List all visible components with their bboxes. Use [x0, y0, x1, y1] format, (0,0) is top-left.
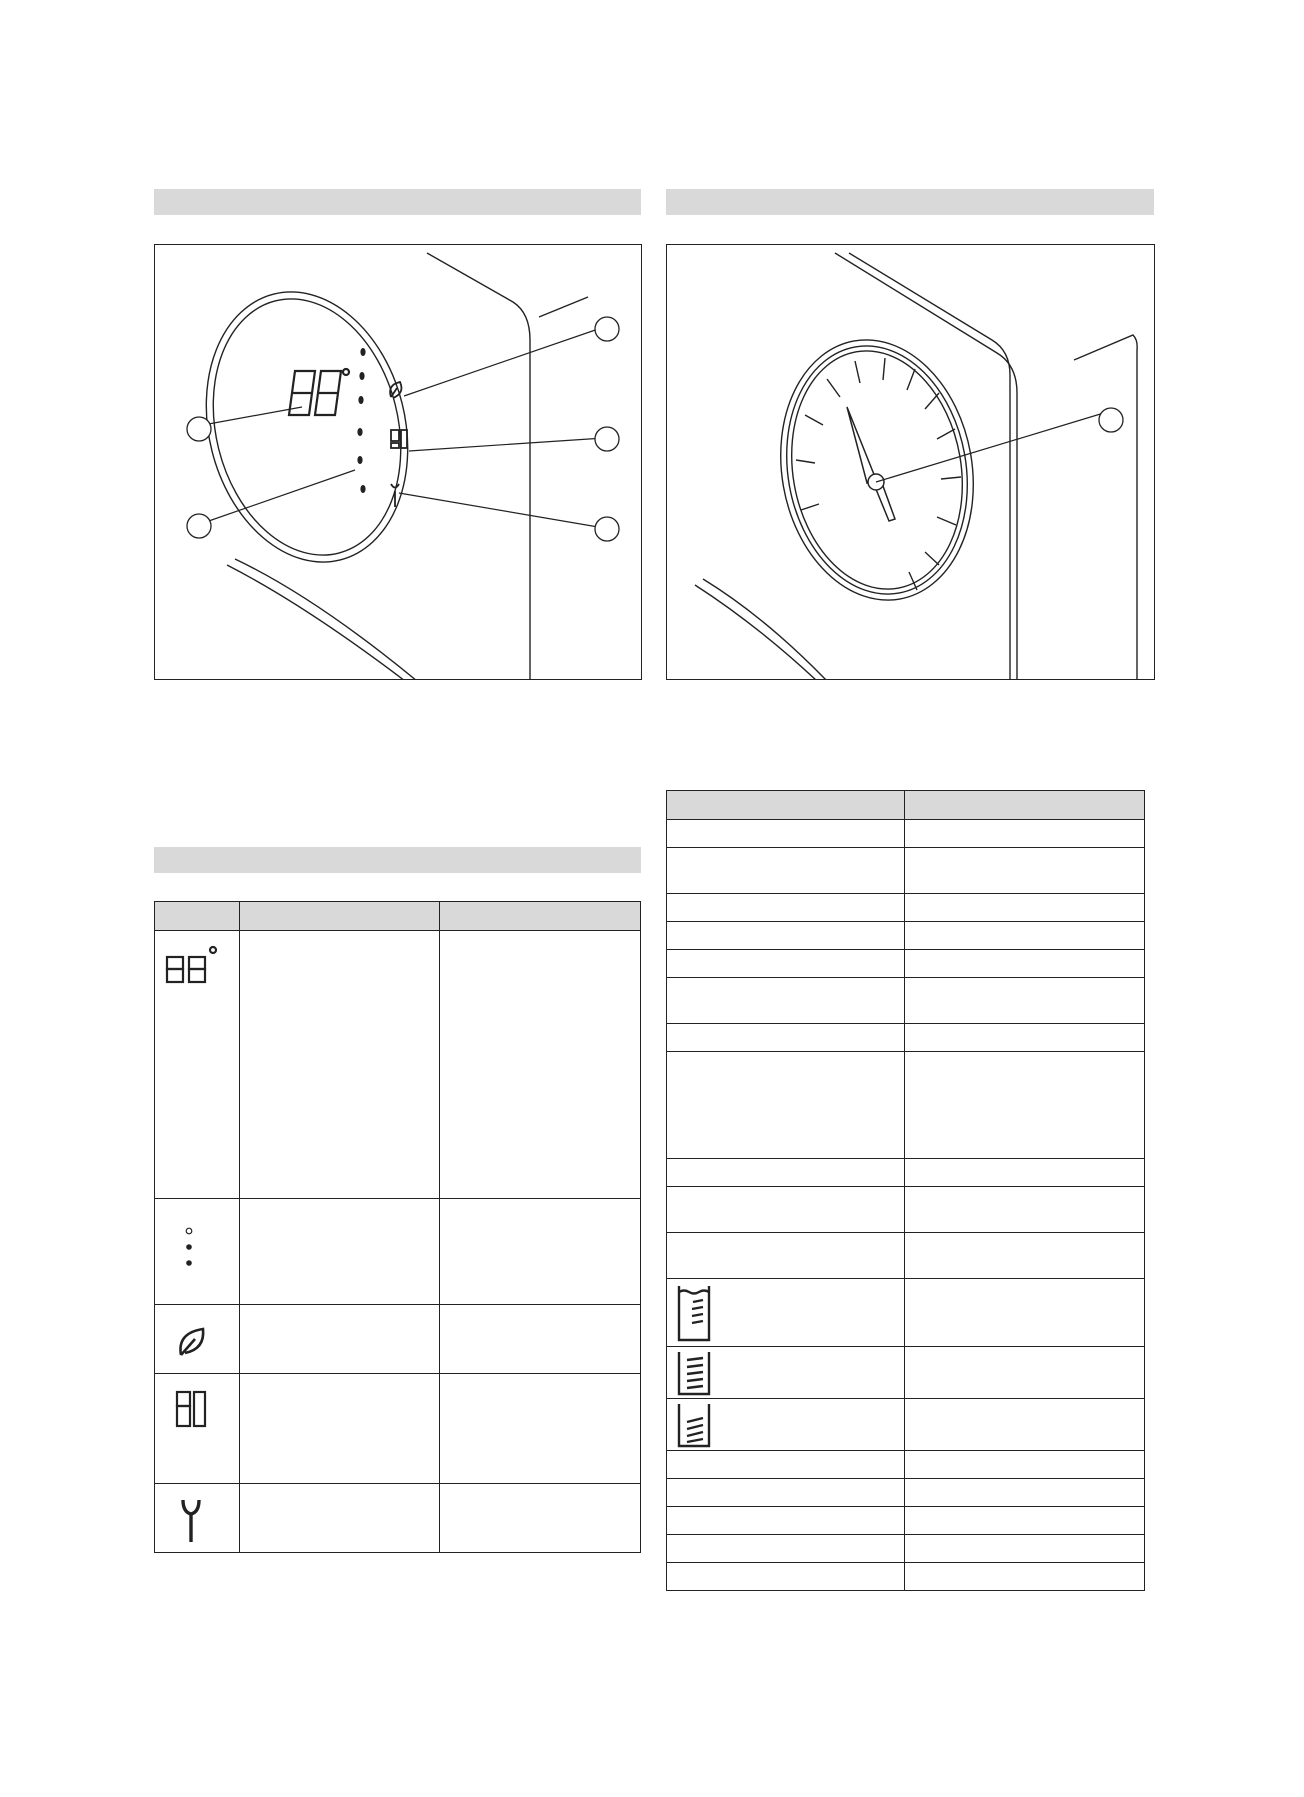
table-cell: [667, 1479, 905, 1507]
table-row: [667, 1563, 1145, 1591]
icon-cell: [667, 1399, 905, 1451]
table-cell: [905, 1052, 1145, 1159]
table-row: [667, 1052, 1145, 1159]
left-section-bar: [154, 189, 641, 215]
table-row: [667, 1399, 1145, 1451]
table-cell: [905, 1187, 1145, 1233]
symbol-cell: [155, 1374, 240, 1484]
description-cell: [240, 1374, 440, 1484]
table-cell: [667, 1233, 905, 1279]
wrench-icon: [155, 1484, 239, 1550]
table-row: [155, 1484, 641, 1553]
table-cell: [667, 820, 905, 848]
description-cell: [440, 1305, 641, 1374]
window-panel-icon: [155, 1374, 239, 1434]
table-cell: [905, 1347, 1145, 1399]
table-row: [667, 1347, 1145, 1399]
table-cell: [905, 1024, 1145, 1052]
lower-left-section-bar: [154, 847, 641, 873]
callout-circle: [187, 514, 211, 538]
table-cell: [905, 1233, 1145, 1279]
symbol-table: [154, 901, 641, 1553]
table-row: [155, 931, 641, 1199]
symbol-cell: [155, 1305, 240, 1374]
table-row: [155, 1199, 641, 1305]
table-row: [667, 848, 1145, 894]
control-panel-drawing: [155, 245, 642, 680]
description-cell: [240, 931, 440, 1199]
table-row: [155, 1374, 641, 1484]
table-cell: [667, 848, 905, 894]
table-cell: [905, 1159, 1145, 1187]
table-cell: [905, 1479, 1145, 1507]
table-row: [667, 978, 1145, 1024]
right-section-bar: [666, 189, 1154, 215]
tank-full-wave-icon: [667, 1280, 727, 1346]
table-cell: [905, 1399, 1145, 1451]
description-cell: [440, 1484, 641, 1553]
table-cell: [667, 922, 905, 950]
table-row: [667, 1479, 1145, 1507]
table-row: [667, 1507, 1145, 1535]
description-cell: [240, 1484, 440, 1553]
table-cell: [667, 1052, 905, 1159]
symbol-cell: [155, 931, 240, 1199]
table-cell: [905, 848, 1145, 894]
table-row: [667, 1535, 1145, 1563]
description-cell: [240, 1305, 440, 1374]
table-cell: [667, 894, 905, 922]
header-cell: [155, 902, 240, 931]
table-row: [667, 1233, 1145, 1279]
right-table: [666, 790, 1145, 1591]
led-dots-icon: [155, 1199, 239, 1279]
table-cell: [667, 950, 905, 978]
header-cell: [667, 791, 905, 820]
table-row: [667, 1279, 1145, 1347]
table-cell: [667, 1024, 905, 1052]
gauge-needle: [847, 407, 895, 521]
table-row: [667, 1451, 1145, 1479]
table-cell: [667, 1187, 905, 1233]
description-cell: [440, 1374, 641, 1484]
table-cell: [667, 1563, 905, 1591]
table-cell: [667, 1535, 905, 1563]
callout-circle: [1099, 408, 1123, 432]
table-cell: [905, 1279, 1145, 1347]
table-header-row: [667, 791, 1145, 820]
table-cell: [905, 1563, 1145, 1591]
table-cell: [905, 978, 1145, 1024]
header-cell: [905, 791, 1145, 820]
table-cell: [905, 922, 1145, 950]
table-cell: [905, 1507, 1145, 1535]
callout-circle: [595, 427, 619, 451]
table-cell: [667, 1507, 905, 1535]
description-cell: [440, 1199, 641, 1305]
tank-lines-low-icon: [667, 1400, 727, 1450]
description-cell: [440, 931, 641, 1199]
gauge-figure: [666, 244, 1155, 680]
table-row: [667, 950, 1145, 978]
gauge-drawing: [667, 245, 1155, 680]
table-row: [667, 894, 1145, 922]
icon-cell: [667, 1279, 905, 1347]
display-88-degree-icon: [155, 931, 239, 991]
table-row: [155, 1305, 641, 1374]
table-row: [667, 1024, 1145, 1052]
table-row: [667, 1159, 1145, 1187]
tank-lines-icon: [667, 1348, 727, 1398]
callout-circle: [595, 517, 619, 541]
table-cell: [667, 1159, 905, 1187]
led-indicators: [357, 348, 365, 493]
table-cell: [905, 1535, 1145, 1563]
icon-cell: [667, 1347, 905, 1399]
header-cell: [240, 902, 440, 931]
leaf-icon: [155, 1305, 239, 1371]
callout-circle: [187, 417, 211, 441]
description-cell: [240, 1199, 440, 1305]
table-cell: [667, 1451, 905, 1479]
table-row: [667, 1187, 1145, 1233]
table-cell: [905, 950, 1145, 978]
table-header-row: [155, 902, 641, 931]
table-row: [667, 922, 1145, 950]
table-cell: [667, 978, 905, 1024]
callout-circle: [595, 317, 619, 341]
table-cell: [905, 820, 1145, 848]
symbol-cell: [155, 1199, 240, 1305]
symbol-cell: [155, 1484, 240, 1553]
table-cell: [905, 894, 1145, 922]
table-row: [667, 820, 1145, 848]
header-cell: [440, 902, 641, 931]
table-cell: [905, 1451, 1145, 1479]
control-panel-figure: [154, 244, 642, 680]
